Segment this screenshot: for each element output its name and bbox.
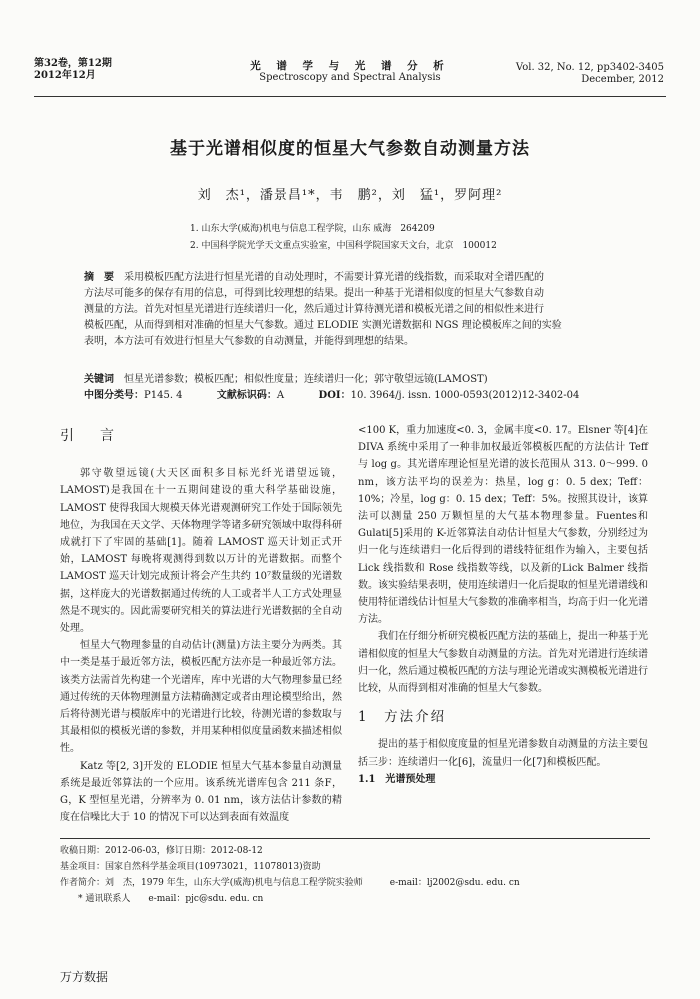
abstract-line: 模板匹配，从而得到相对准确的恒星大气参数。通过 ELODIE 实测光谱数据和 NGS 理论模板库之间的实验	[84, 320, 562, 331]
keywords-text: 恒星光谱参数；模板匹配；相似性度量；连续谱归一化；郭守敬望远镜(LAMOST)	[124, 374, 488, 385]
footnote: 基金项目：国家自然科学基金项目(10973021，11078013)资助	[60, 862, 321, 872]
abstract-line: 方法尽可能多的保存有用的信息，可得到比较理想的结果。提出一种基于光谱相似度的恒星大气参数自动	[84, 288, 544, 299]
footnote: * 通讯联系人 e-mail：pjc@sdu. edu. cn	[60, 894, 264, 904]
classification-line: 中图分类号：P145. 4 文献标识码：A DOI：10. 3964/j. issn. 1000-0593(2012)12-3402-04	[84, 390, 580, 401]
paragraph: <100 K，重力加速度<0. 3，金属丰度<0. 17。Elsner 等[4]在 DIVA 系统中采用了一种非加权最近邻模板匹配的方法估计 Teff 与 log g。其光谱库理论恒星光谱的波长范围从 313. 0～999. 0 nm，该方法平均的误差为：热星，log g：0. 5 dex；Teff：10%；冷星，log g：0. 15 dex；Teff：5%。按照其设计，该算法可以测量 250 万颗恒星的大气基本物理参量。Fuentes和 Gulati[5]采用的 K-近邻算法自动估计恒星大气参数，分别经过为归一化与连续谱归一化后得到的谱线特征组作为输入，主要包括 Lick 线指数和 Rose 线指数等线，以及新的Lick Balmer 线指数。该实验结果表明，使用连续谱归一化后提取的恒星光谱谱线和使用特征谱线估计恒星大气参数的准确率相当，均高于归一化光谱方法。	[358, 425, 649, 626]
date-cn: 2012年12月	[34, 70, 96, 81]
volume-en: Vol. 32, No. 12, pp3402-3405	[515, 62, 664, 73]
journal-name-en: Spectroscopy and Spectral Analysis	[259, 72, 441, 83]
keywords	[84, 372, 644, 388]
doi: 10. 3964/j. issn. 1000-0593(2012)12-3402-04	[350, 390, 580, 401]
abstract	[84, 270, 620, 350]
abstract-line: 表明，本方法可有效进行恒星大气参数的自动测量，并能得到理想的结果。	[84, 336, 414, 347]
doc-code: A	[276, 390, 285, 401]
paragraph: Katz 等[2, 3]开发的 ELODIE 恒星大气基本参量自动测量系统是最近邻算法的一个应用。该系统光谱库包含 211 条F，G，K 型恒星光谱，分辨率为 0. 01 nm，该方法估计参数的精度在信噪比大于 10 的情况下可以达到表面有效温度	[60, 760, 342, 824]
journal-name-cn: 光 谱 学 与 光 谱 分 析	[250, 60, 450, 72]
section-heading: 1 方法介绍	[358, 709, 447, 726]
watermark-footer: 万方数据	[60, 970, 109, 984]
abstract-line: 测量的方法。首先对恒星光谱进行连续谱归一化，然后通过计算待测光谱和模板光谱之间的相似性来进行	[84, 304, 544, 315]
paragraph: 提出的基于相似度度量的恒星光谱参数自动测量的方法主要包括三步：连续谱归一化[6]，流量归一化[7]和模板匹配。	[358, 739, 648, 768]
paragraph: 恒星大气物理参量的自动估计(测量)方法主要分为两类。其中一类是基于最近邻方法，模板匹配方法亦是一种最近邻方法。该类方法需首先构建一个光谱库，库中光谱的大气物理参量已经通过传统的天体物理测量方法精确测定或者由理论模型给出，然后将待测光谱与模版库中的光谱进行比较，待测光谱的参数取与其最相似的模板光谱的参数，并用某种相似度量函数来描述相似性。	[60, 640, 343, 755]
paragraph: 郭守敬望远镜(大天区面积多目标光纤光谱望远镜，LAMOST)是我国在十一五期间建设的重大科学基础设施，LAMOST 使得我国大规模天体光谱观测研究工作处于国际领先地位，为我国在天文学、天体物理学等诸多研究领域中取得科研成就打下了牢固的基础[1]。随着 LAMOST 巡天计划正式开始，LAMOST 每晚将观测得到数以万计的光谱数据。而整个 LAMOST 巡天计划完成预计将会产生共约 10⁷数量级的光谱数据，这样庞大的光谱数据通过传统的人工或者半人工方式处理显然是不现实的。因此需要研究相关的算法进行光谱数据的全自动处理。	[60, 468, 343, 635]
header-rule	[34, 96, 666, 97]
paragraph: 我们在仔细分析研究模板匹配方法的基础上，提出一种基于光谱相似度的恒星大气参数自动测量的方法。首先对光谱进行连续谱归一化，然后通过模板匹配的方法与理论光谱或实测模板光谱进行比较，从而得到相对准确的恒星大气参数。	[358, 631, 648, 695]
footnote: 作者简介：刘 杰，1979 年生，山东大学(威海)机电与信息工程学院实验师 e-mail：lj2002@sdu. edu. cn	[60, 878, 520, 888]
right-column	[358, 422, 648, 788]
footnotes	[60, 843, 660, 907]
footnote: 收稿日期：2012-06-03，修订日期：2012-08-12	[60, 846, 263, 856]
affiliation-2: 2. 中国科学院光学天文重点实验室，中国科学院国家天文台，北京 100012	[190, 241, 497, 251]
author-list: 刘 杰¹，潘景昌¹*，韦 鹏²，刘 猛¹，罗阿理²	[197, 188, 503, 203]
intro-heading: 引 言	[60, 428, 120, 444]
keywords-label: 关键词	[84, 374, 114, 385]
header-right	[516, 62, 664, 86]
date-en: December, 2012	[581, 74, 664, 85]
clc-number: P145. 4	[144, 390, 183, 401]
left-column	[60, 428, 342, 826]
abstract-line: 摘 要 采用模板匹配方法进行恒星光谱的自动处理时，不需要计算光谱的线指数，而采取对全谱匹配的	[84, 272, 544, 283]
affiliation-1: 1. 山东大学(威海)机电与信息工程学院，山东 威海 264209	[190, 224, 435, 234]
volume-cn: 第32卷，第12期	[34, 58, 112, 69]
journal-header	[0, 56, 700, 96]
paper-title: 基于光谱相似度的恒星大气参数自动测量方法	[170, 139, 530, 159]
subsection-heading: 1.1 光谱预处理	[358, 773, 436, 785]
footnote-rule	[60, 838, 650, 839]
abstract-label: 摘 要	[84, 272, 114, 283]
